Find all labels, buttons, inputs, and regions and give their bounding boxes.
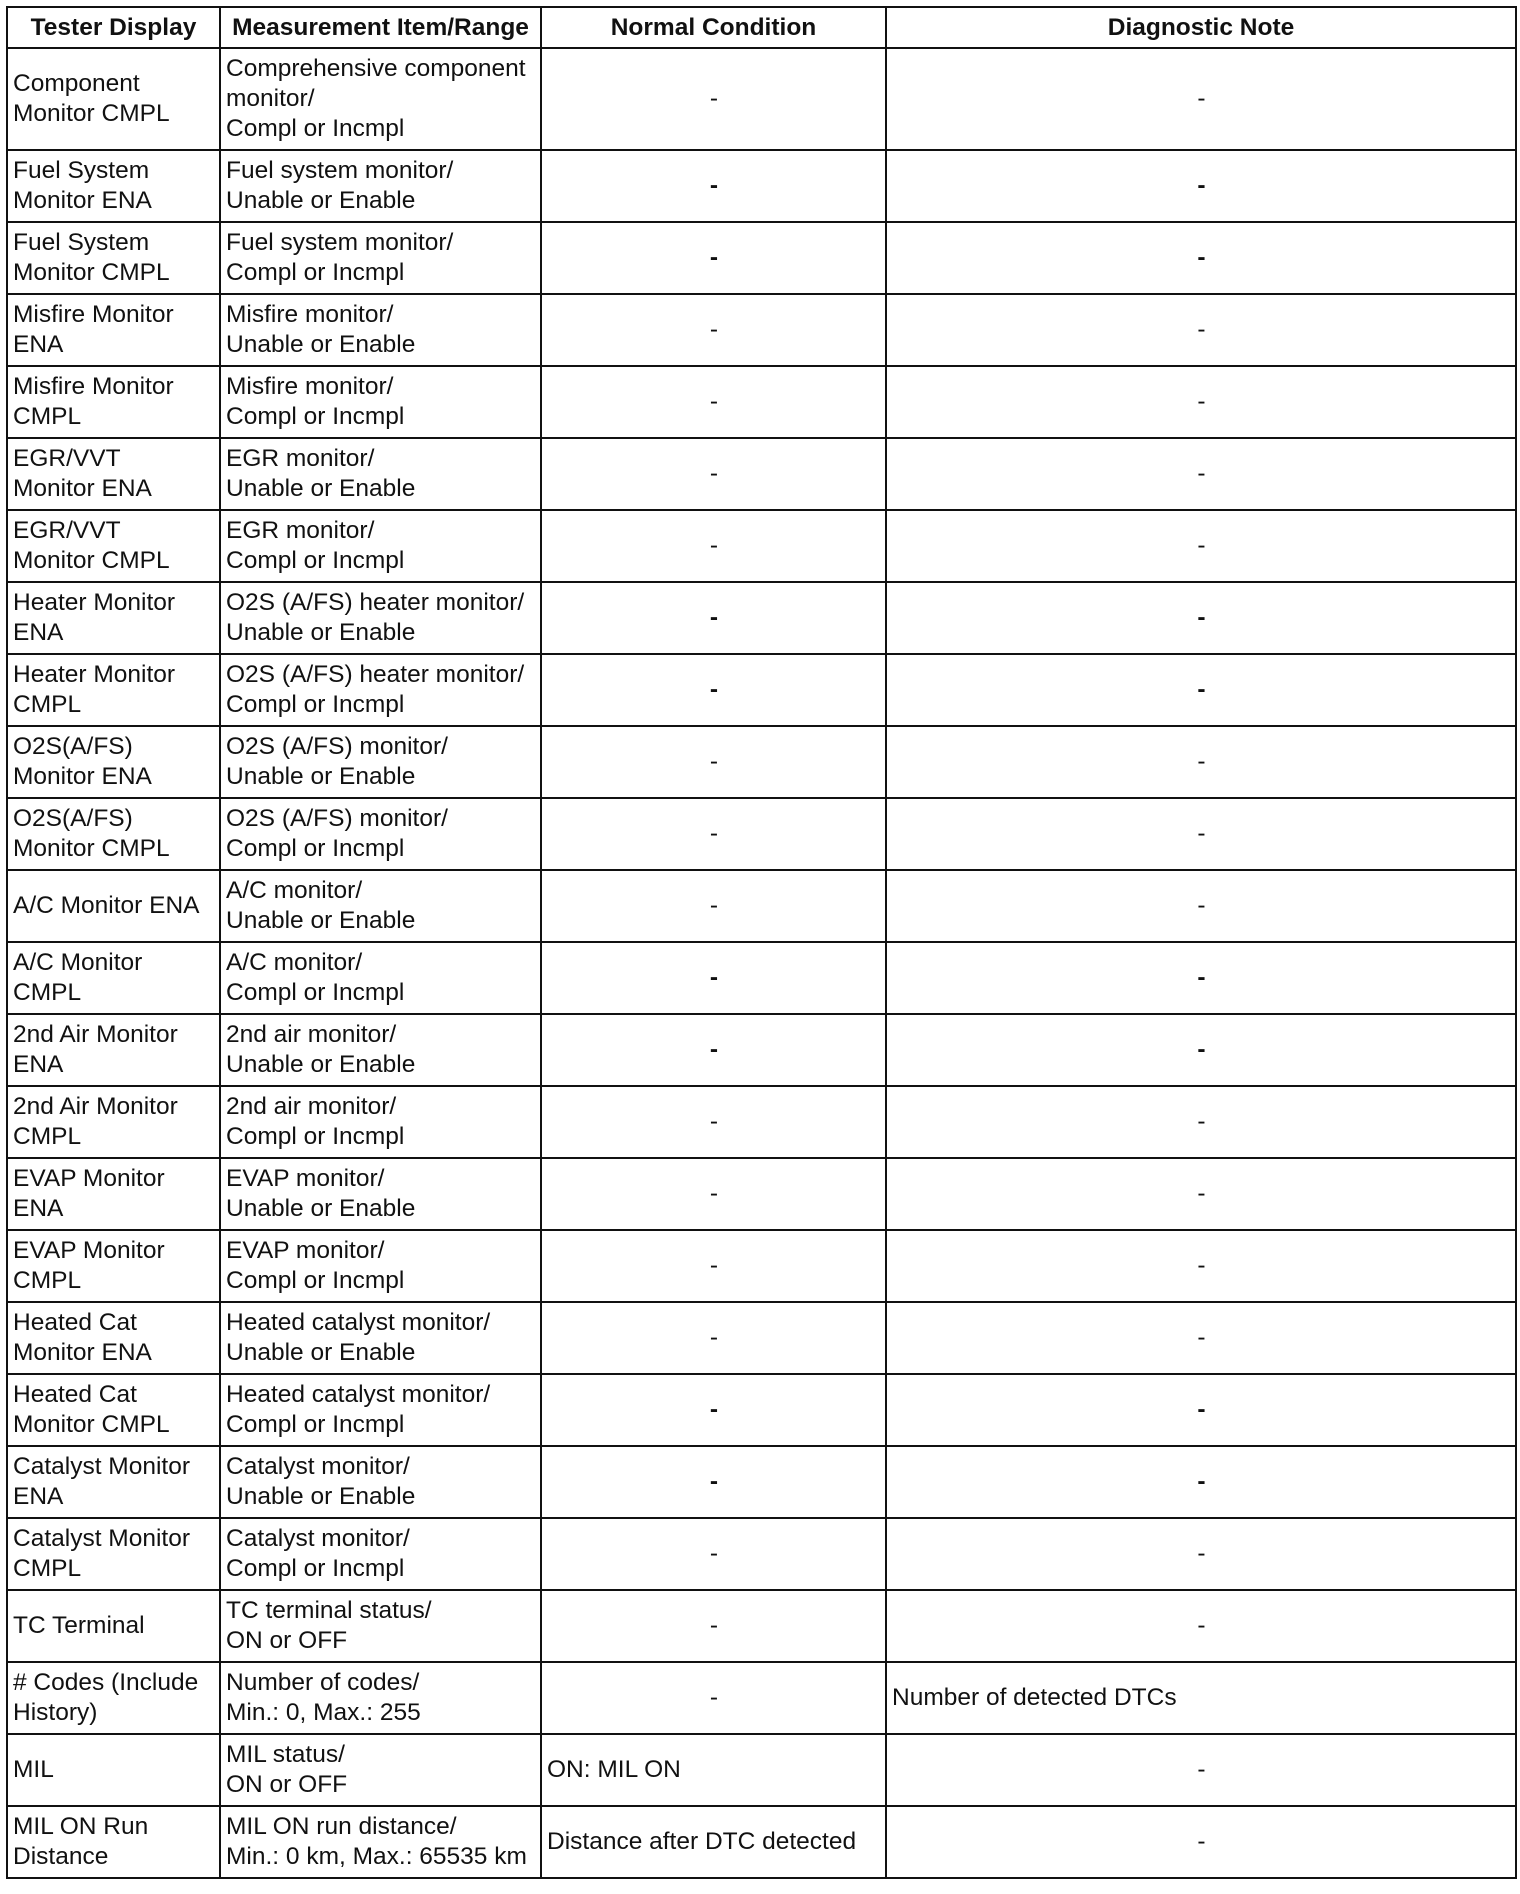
cell-tester-display-text: 2nd Air Monitor ENA [13, 1021, 178, 1078]
cell-tester-display [7, 1590, 220, 1662]
cell-diagnostic-note [886, 150, 1516, 222]
cell-tester-display [7, 294, 220, 366]
cell-normal-condition [541, 1734, 886, 1806]
empty-dash: - [709, 316, 719, 343]
cell-diagnostic-note [886, 48, 1516, 150]
empty-dash: - [709, 1540, 719, 1567]
cell-normal-condition [541, 582, 886, 654]
cell-measurement-range-text: EGR monitor/ Unable or Enable [226, 445, 416, 502]
cell-tester-display [7, 1518, 220, 1590]
cell-diagnostic-note [886, 1446, 1516, 1518]
table-row [7, 726, 1516, 798]
cell-tester-display-text: Heater Monitor ENA [13, 589, 176, 646]
cell-diagnostic-note [886, 798, 1516, 870]
cell-measurement-range [220, 870, 541, 942]
empty-dash: - [709, 244, 719, 271]
cell-tester-display-text: Fuel System Monitor ENA [13, 157, 152, 214]
cell-tester-display-text: EVAP Monitor ENA [13, 1165, 165, 1222]
table-row [7, 294, 1516, 366]
cell-measurement-range [220, 654, 541, 726]
cell-diagnostic-note-text: Number of detected DTCs [892, 1684, 1177, 1711]
cell-diagnostic-note [886, 1374, 1516, 1446]
table-row [7, 1086, 1516, 1158]
cell-tester-display-text: # Codes (Include History) [13, 1669, 199, 1726]
cell-diagnostic-note [886, 582, 1516, 654]
cell-tester-display-text: Misfire Monitor CMPL [13, 373, 174, 430]
empty-dash: - [1197, 1396, 1206, 1423]
cell-tester-display-text: Heated Cat Monitor ENA [13, 1309, 152, 1366]
cell-measurement-range [220, 1590, 541, 1662]
empty-dash: - [709, 1612, 719, 1639]
cell-tester-display-text: EGR/VVT Monitor ENA [13, 445, 152, 502]
cell-normal-condition [541, 1590, 886, 1662]
header-measurement-item: Measurement Item/Range [220, 7, 541, 48]
empty-dash: - [709, 748, 719, 775]
table-row [7, 222, 1516, 294]
table-row [7, 654, 1516, 726]
cell-tester-display [7, 1230, 220, 1302]
empty-dash: - [1197, 1468, 1206, 1495]
cell-normal-condition [541, 1086, 886, 1158]
cell-tester-display-text: Catalyst Monitor ENA [13, 1453, 191, 1510]
empty-dash: - [1197, 316, 1206, 343]
cell-normal-condition [541, 798, 886, 870]
cell-tester-display-text: Component Monitor CMPL [13, 70, 170, 127]
cell-tester-display [7, 1302, 220, 1374]
cell-measurement-range-text: EGR monitor/ Compl or Incmpl [226, 517, 405, 574]
table-row [7, 1230, 1516, 1302]
cell-tester-display [7, 1158, 220, 1230]
cell-tester-display [7, 1662, 220, 1734]
cell-measurement-range [220, 510, 541, 582]
header-row [7, 7, 1516, 48]
cell-measurement-range [220, 1518, 541, 1590]
empty-dash: - [1197, 748, 1206, 775]
cell-tester-display-text: A/C Monitor ENA [13, 892, 200, 919]
cell-tester-display [7, 366, 220, 438]
empty-dash: - [709, 1180, 719, 1207]
cell-diagnostic-note [886, 438, 1516, 510]
cell-measurement-range [220, 48, 541, 150]
cell-measurement-range [220, 1806, 541, 1878]
cell-measurement-range-text: Number of codes/ Min.: 0, Max.: 255 [226, 1669, 421, 1726]
table-row [7, 366, 1516, 438]
cell-measurement-range-text: Comprehensive component monitor/ Compl or Incmpl [226, 55, 526, 142]
cell-measurement-range [220, 1734, 541, 1806]
cell-normal-condition [541, 48, 886, 150]
cell-tester-display [7, 1806, 220, 1878]
cell-normal-condition [541, 1518, 886, 1590]
empty-dash: - [1197, 85, 1206, 112]
cell-tester-display [7, 1014, 220, 1086]
cell-diagnostic-note [886, 366, 1516, 438]
empty-dash: - [709, 964, 719, 991]
cell-normal-condition-text: ON: MIL ON [547, 1756, 681, 1783]
cell-normal-condition [541, 1302, 886, 1374]
empty-dash: - [1197, 532, 1206, 559]
empty-dash: - [709, 172, 719, 199]
table-row [7, 150, 1516, 222]
cell-diagnostic-note [886, 222, 1516, 294]
cell-normal-condition [541, 438, 886, 510]
cell-measurement-range [220, 1302, 541, 1374]
cell-tester-display [7, 870, 220, 942]
table-row [7, 798, 1516, 870]
cell-measurement-range-text: 2nd air monitor/ Compl or Incmpl [226, 1093, 405, 1150]
cell-tester-display-text: TC Terminal [13, 1612, 145, 1639]
cell-tester-display [7, 726, 220, 798]
empty-dash: - [709, 604, 719, 631]
cell-normal-condition [541, 654, 886, 726]
cell-measurement-range-text: O2S (A/FS) heater monitor/ Unable or Enable [226, 589, 525, 646]
cell-measurement-range-text: A/C monitor/ Unable or Enable [226, 877, 416, 934]
cell-measurement-range-text: EVAP monitor/ Compl or Incmpl [226, 1237, 405, 1294]
empty-dash: - [709, 1324, 719, 1351]
table-row [7, 1806, 1516, 1878]
cell-tester-display-text: Misfire Monitor ENA [13, 301, 174, 358]
cell-normal-condition [541, 366, 886, 438]
table-row [7, 1590, 1516, 1662]
cell-tester-display [7, 942, 220, 1014]
cell-diagnostic-note [886, 1518, 1516, 1590]
empty-dash: - [709, 532, 719, 559]
empty-dash: - [1197, 964, 1206, 991]
cell-diagnostic-note [886, 870, 1516, 942]
cell-tester-display-text: MIL ON Run Distance [13, 1813, 149, 1870]
empty-dash: - [1197, 604, 1206, 631]
cell-diagnostic-note [886, 1158, 1516, 1230]
header-tester-display: Tester Display [7, 7, 220, 48]
cell-normal-condition [541, 1374, 886, 1446]
cell-tester-display [7, 582, 220, 654]
cell-tester-display-text: Fuel System Monitor CMPL [13, 229, 170, 286]
cell-measurement-range-text: O2S (A/FS) monitor/ Compl or Incmpl [226, 805, 448, 862]
empty-dash: - [1197, 820, 1206, 847]
empty-dash: - [1197, 1180, 1206, 1207]
cell-normal-condition [541, 1446, 886, 1518]
empty-dash: - [1197, 1324, 1206, 1351]
cell-measurement-range-text: MIL status/ ON or OFF [226, 1741, 348, 1798]
empty-dash: - [709, 1108, 719, 1135]
table-row [7, 48, 1516, 150]
cell-normal-condition [541, 222, 886, 294]
empty-dash: - [1197, 892, 1206, 919]
table-row [7, 1014, 1516, 1086]
empty-dash: - [709, 85, 719, 112]
cell-diagnostic-note [886, 294, 1516, 366]
header-normal-condition: Normal Condition [541, 7, 886, 48]
empty-dash: - [1197, 388, 1206, 415]
data-table [6, 6, 1517, 1879]
cell-tester-display [7, 222, 220, 294]
cell-tester-display [7, 1086, 220, 1158]
cell-tester-display-text: O2S(A/FS) Monitor ENA [13, 733, 152, 790]
cell-tester-display-text: A/C Monitor CMPL [13, 949, 143, 1006]
cell-measurement-range-text: Catalyst monitor/ Unable or Enable [226, 1453, 416, 1510]
table-row [7, 1518, 1516, 1590]
cell-tester-display-text: Catalyst Monitor CMPL [13, 1525, 191, 1582]
table-row [7, 510, 1516, 582]
cell-measurement-range-text: 2nd air monitor/ Unable or Enable [226, 1021, 416, 1078]
cell-normal-condition [541, 1806, 886, 1878]
cell-normal-condition [541, 726, 886, 798]
empty-dash: - [709, 820, 719, 847]
cell-tester-display [7, 48, 220, 150]
cell-measurement-range-text: Catalyst monitor/ Compl or Incmpl [226, 1525, 410, 1582]
empty-dash: - [709, 1252, 719, 1279]
empty-dash: - [709, 676, 719, 703]
cell-diagnostic-note [886, 1734, 1516, 1806]
empty-dash: - [1197, 460, 1206, 487]
cell-measurement-range [220, 1374, 541, 1446]
empty-dash: - [709, 1684, 719, 1711]
empty-dash: - [1197, 172, 1206, 199]
cell-diagnostic-note [886, 1086, 1516, 1158]
table-row [7, 582, 1516, 654]
cell-diagnostic-note [886, 510, 1516, 582]
cell-diagnostic-note [886, 1590, 1516, 1662]
cell-measurement-range [220, 1230, 541, 1302]
cell-normal-condition [541, 510, 886, 582]
cell-diagnostic-note [886, 1662, 1516, 1734]
cell-measurement-range [220, 1662, 541, 1734]
cell-normal-condition [541, 1014, 886, 1086]
empty-dash: - [1197, 1540, 1206, 1567]
cell-measurement-range-text: MIL ON run distance/ Min.: 0 km, Max.: 65535 km [226, 1813, 527, 1870]
cell-measurement-range-text: EVAP monitor/ Unable or Enable [226, 1165, 416, 1222]
cell-tester-display [7, 654, 220, 726]
cell-measurement-range-text: O2S (A/FS) monitor/ Unable or Enable [226, 733, 448, 790]
cell-measurement-range-text: Heated catalyst monitor/ Unable or Enable [226, 1309, 491, 1366]
cell-measurement-range [220, 798, 541, 870]
cell-diagnostic-note [886, 1230, 1516, 1302]
table-row [7, 1302, 1516, 1374]
cell-tester-display-text: O2S(A/FS) Monitor CMPL [13, 805, 170, 862]
table-row [7, 438, 1516, 510]
cell-diagnostic-note [886, 1014, 1516, 1086]
cell-measurement-range [220, 582, 541, 654]
cell-tester-display-text: MIL [13, 1756, 54, 1783]
table-row [7, 1662, 1516, 1734]
cell-normal-condition [541, 150, 886, 222]
cell-measurement-range-text: TC terminal status/ ON or OFF [226, 1597, 432, 1654]
cell-measurement-range-text: O2S (A/FS) heater monitor/ Compl or Incmpl [226, 661, 525, 718]
cell-measurement-range [220, 942, 541, 1014]
cell-tester-display [7, 798, 220, 870]
empty-dash: - [709, 1396, 719, 1423]
cell-measurement-range [220, 366, 541, 438]
empty-dash: - [709, 1036, 719, 1063]
empty-dash: - [709, 460, 719, 487]
cell-measurement-range-text: Misfire monitor/ Unable or Enable [226, 301, 416, 358]
table-row [7, 1446, 1516, 1518]
cell-normal-condition [541, 1158, 886, 1230]
cell-measurement-range [220, 294, 541, 366]
cell-normal-condition [541, 1662, 886, 1734]
cell-normal-condition [541, 1230, 886, 1302]
cell-diagnostic-note [886, 942, 1516, 1014]
cell-diagnostic-note [886, 1302, 1516, 1374]
cell-tester-display-text: EVAP Monitor CMPL [13, 1237, 165, 1294]
cell-tester-display-text: Heated Cat Monitor CMPL [13, 1381, 170, 1438]
cell-measurement-range-text: A/C monitor/ Compl or Incmpl [226, 949, 405, 1006]
table-body [7, 48, 1516, 1878]
empty-dash: - [1197, 244, 1206, 271]
cell-diagnostic-note [886, 654, 1516, 726]
empty-dash: - [1197, 1036, 1206, 1063]
cell-measurement-range [220, 438, 541, 510]
empty-dash: - [1197, 1108, 1206, 1135]
cell-normal-condition-text: Distance after DTC detected [547, 1828, 857, 1855]
empty-dash: - [709, 388, 719, 415]
cell-measurement-range-text: Misfire monitor/ Compl or Incmpl [226, 373, 405, 430]
cell-normal-condition [541, 870, 886, 942]
cell-tester-display-text: EGR/VVT Monitor CMPL [13, 517, 170, 574]
header-diagnostic-note: Diagnostic Note [886, 7, 1516, 48]
cell-measurement-range [220, 1014, 541, 1086]
cell-measurement-range [220, 1446, 541, 1518]
cell-measurement-range-text: Heated catalyst monitor/ Compl or Incmpl [226, 1381, 491, 1438]
cell-measurement-range-text: Fuel system monitor/ Unable or Enable [226, 157, 454, 214]
cell-diagnostic-note [886, 726, 1516, 798]
table-row [7, 942, 1516, 1014]
table-row [7, 1734, 1516, 1806]
cell-tester-display [7, 1446, 220, 1518]
cell-normal-condition [541, 294, 886, 366]
table-row [7, 870, 1516, 942]
cell-measurement-range [220, 222, 541, 294]
empty-dash: - [1197, 676, 1206, 703]
cell-tester-display-text: 2nd Air Monitor CMPL [13, 1093, 178, 1150]
table-row [7, 1374, 1516, 1446]
cell-tester-display-text: Heater Monitor CMPL [13, 661, 176, 718]
empty-dash: - [1197, 1612, 1206, 1639]
cell-diagnostic-note [886, 1806, 1516, 1878]
empty-dash: - [709, 1468, 719, 1495]
empty-dash: - [709, 892, 719, 919]
cell-measurement-range-text: Fuel system monitor/ Compl or Incmpl [226, 229, 454, 286]
empty-dash: - [1197, 1756, 1206, 1783]
cell-measurement-range [220, 726, 541, 798]
cell-tester-display [7, 1734, 220, 1806]
cell-tester-display [7, 150, 220, 222]
empty-dash: - [1197, 1828, 1206, 1855]
cell-normal-condition [541, 942, 886, 1014]
cell-measurement-range [220, 150, 541, 222]
table-row [7, 1158, 1516, 1230]
cell-measurement-range [220, 1086, 541, 1158]
cell-measurement-range [220, 1158, 541, 1230]
cell-tester-display [7, 438, 220, 510]
empty-dash: - [1197, 1252, 1206, 1279]
cell-tester-display [7, 1374, 220, 1446]
cell-tester-display [7, 510, 220, 582]
